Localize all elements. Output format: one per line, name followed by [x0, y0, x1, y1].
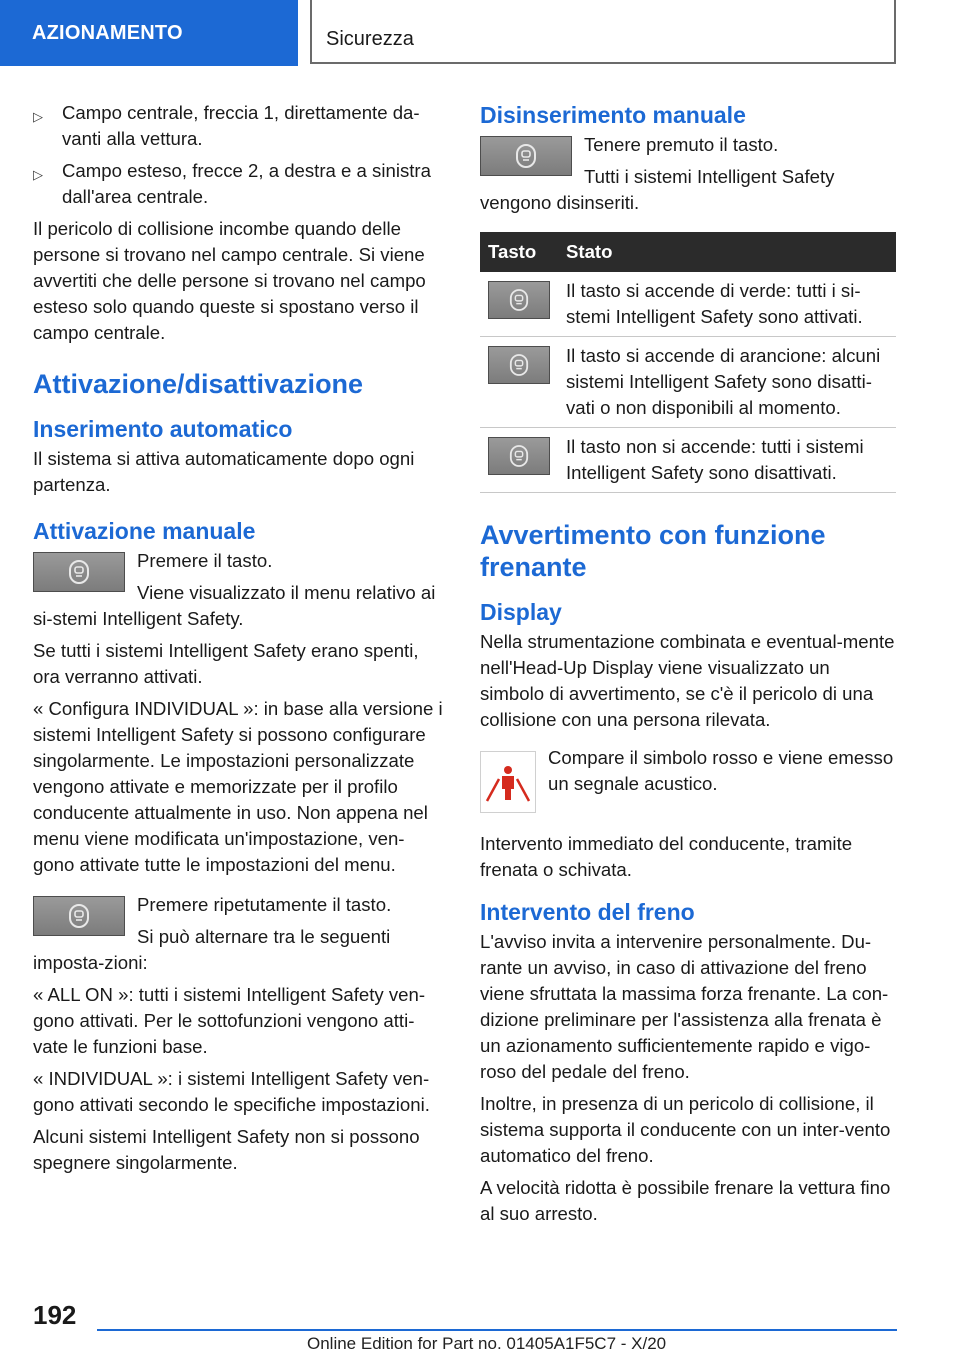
table-header-button: Tasto [480, 232, 558, 272]
paragraph: Se tutti i sistemi Intelligent Safety erano spenti, ora verranno attivati. [33, 640, 419, 687]
heading-display: Display [480, 599, 562, 625]
paragraph: L'avviso invita a intervenire personalmente. Du-rante un avviso, in caso di attivazione del freno viene sfruttata la massima forza frenante. La con-dizione preliminare per l'assistenza alla frenata è un azionamento sufficientemente rapido e vigo-roso del pedale del freno. [480, 931, 889, 1082]
paragraph: Inoltre, in presenza di un pericolo di collisione, il sistema supporta il conducente con un inter-vento automatico del freno. [480, 1093, 891, 1166]
manual-activation-block [33, 548, 443, 632]
intelligent-safety-button-icon [480, 136, 572, 176]
table-header-row [480, 232, 896, 272]
paragraph: « ALL ON »: tutti i sistemi Intelligent Safety ven-gono attivati. Per le sottofunzioni vengono atti-vate le funzioni base. [33, 984, 426, 1057]
left-column [33, 100, 443, 1182]
list-item: ▷ Campo esteso, frecce 2, a destra e a sinistra dall'area centrale. [33, 160, 431, 207]
paragraph: « INDIVIDUAL »: i sistemi Intelligent Safety ven-gono attivati secondo le specifiche impostazioni. [33, 1068, 430, 1115]
pedestrian-warning-icon [480, 751, 536, 813]
list-item: ▷ Campo centrale, freccia 1, direttamente da-vanti alla vettura. [33, 102, 420, 149]
paragraph: Tutti i sistemi Intelligent Safety vengono disinseriti. [480, 166, 835, 213]
chapter-header: Sicurezza [310, 0, 896, 64]
page-number: 192 [33, 1300, 77, 1330]
paragraph: « Configura INDIVIDUAL »: in base alla versione i sistemi Intelligent Safety si possono configurare singolarmente. Le impostazioni personalizzate vengono attivate e memorizzate per il profilo conducente attualmente in uso. Non appena nel menu viene modificata un'impostazione, ven-gono attivate tutte le impostazioni del menu. [33, 698, 443, 875]
manual-disable-block [480, 132, 896, 216]
button-state-table [480, 232, 896, 493]
table-row [480, 337, 896, 428]
paragraph: Viene visualizzato il menu relativo ai si-stemi Intelligent Safety. [33, 582, 436, 629]
heading-auto: Inserimento automatico [33, 416, 293, 442]
paragraph: Il pericolo di collisione incombe quando delle persone si trovano nel campo centrale. Si viene avvertiti che delle persone si trovano nel campo esteso solo quando queste si spostano verso il campo centrale. [33, 218, 426, 343]
intelligent-safety-button-icon [488, 437, 550, 475]
table-row [480, 428, 896, 493]
heading-disable: Disinserimento manuale [480, 102, 746, 128]
heading-activation: Attivazione/disattivazione [33, 369, 364, 399]
intelligent-safety-button-icon [33, 552, 125, 592]
paragraph: A velocità ridotta è possibile frenare la vettura fino al suo arresto. [480, 1177, 891, 1224]
paragraph: Alcuni sistemi Intelligent Safety non si possono spegnere singolarmente. [33, 1126, 420, 1173]
warning-symbol-block [480, 745, 896, 817]
table-cell-state: Il tasto si accende di arancione: alcuni sistemi Intelligent Safety sono disatti-vati o non disponibili al momento. [558, 337, 896, 428]
paragraph: Si può alternare tra le seguenti imposta-zioni: [33, 926, 391, 973]
intelligent-safety-button-icon [488, 346, 550, 384]
table-cell-state: Il tasto non si accende: tutti i sistemi Intelligent Safety sono disattivati. [558, 428, 896, 493]
paragraph: Nella strumentazione combinata e eventual-mente nell'Head-Up Display viene visualizzato un simbolo di avvertimento, se c'è il pericolo di una collisione con una persona rilevata. [480, 631, 895, 730]
repeat-press-block [33, 892, 443, 976]
right-column [480, 100, 896, 1233]
triangle-bullet-icon: ▷ [33, 109, 43, 124]
intelligent-safety-button-icon [488, 281, 550, 319]
paragraph: Compare il simbolo rosso e viene emesso un segnale acustico. [548, 747, 894, 794]
paragraph: Premere ripetutamente il tasto. [137, 894, 392, 915]
heading-brake: Intervento del freno [480, 899, 695, 925]
paragraph: Premere il tasto. [137, 550, 273, 571]
edition-footer: Online Edition for Part no. 01405A1F5C7 - X/20 [307, 1334, 667, 1353]
paragraph: Il sistema si attiva automaticamente dopo ogni partenza. [33, 448, 415, 495]
section-header: AZIONAMENTO [0, 0, 298, 66]
triangle-bullet-icon: ▷ [33, 167, 43, 182]
paragraph: Tenere premuto il tasto. [584, 134, 779, 155]
paragraph: Intervento immediato del conducente, tramite frenata o schivata. [480, 833, 853, 880]
table-row [480, 272, 896, 337]
heading-manual: Attivazione manuale [33, 518, 256, 544]
table-header-state: Stato [558, 232, 896, 272]
intelligent-safety-button-icon [33, 896, 125, 936]
heading-warning: Avvertimento con funzione frenante [480, 520, 826, 582]
table-cell-state: Il tasto si accende di verde: tutti i si-stemi Intelligent Safety sono attivati. [558, 272, 896, 337]
footer-divider [97, 1329, 897, 1331]
